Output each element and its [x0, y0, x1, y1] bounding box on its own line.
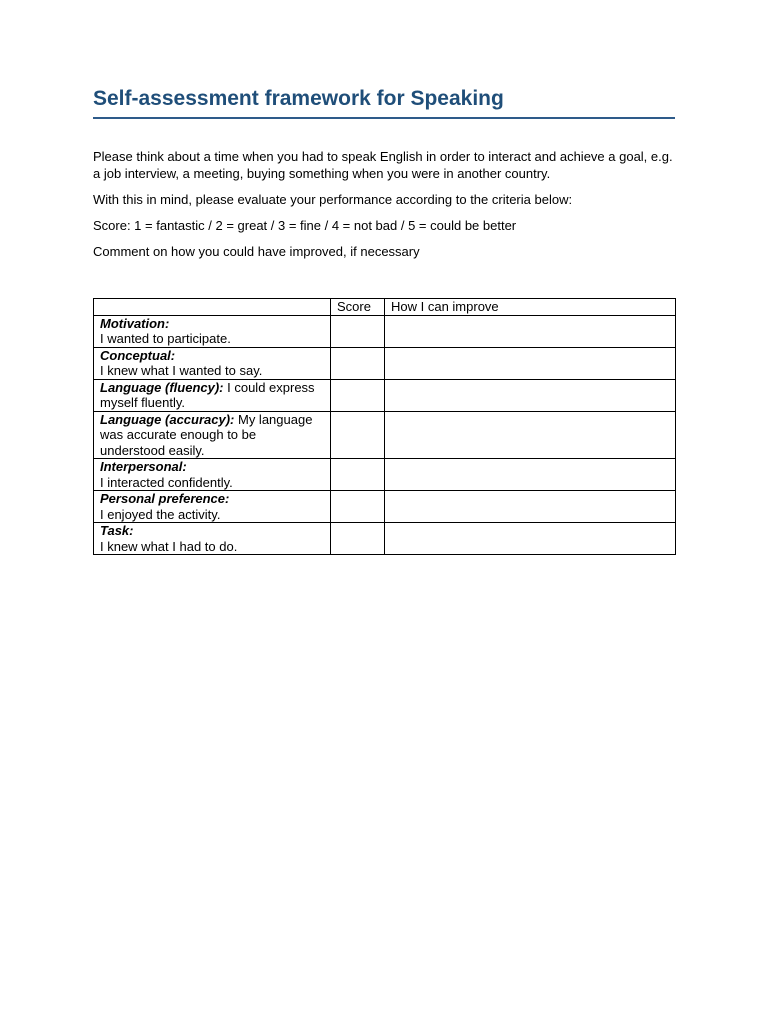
- criterion-text: My language was accurate enough to be understood easily.: [100, 411, 313, 458]
- score-cell[interactable]: [331, 491, 385, 523]
- criteria-header: [94, 299, 331, 316]
- criterion-name: Motivation:: [100, 315, 170, 331]
- improve-cell[interactable]: [385, 459, 676, 491]
- intro-paragraph: Please think about a time when you had to speak English in order to interact and achieve a goal, e.g. a job interview, a meeting, buying something when you were in another country.: [93, 149, 673, 181]
- table-row: [94, 411, 676, 459]
- improve-cell[interactable]: [385, 411, 676, 459]
- criterion-text: I enjoyed the activity.: [100, 506, 221, 522]
- table-row: [94, 315, 676, 347]
- criterion-name: Personal preference:: [100, 491, 230, 506]
- criterion-text: I wanted to participate.: [100, 331, 231, 346]
- criterion-cell: [94, 379, 331, 411]
- score-cell[interactable]: [331, 379, 385, 411]
- criterion-cell: [94, 315, 331, 347]
- intro-text: [93, 148, 675, 260]
- instruction-paragraph: With this in mind, please evaluate your performance according to the criteria below:: [93, 192, 573, 207]
- improve-cell[interactable]: [385, 347, 676, 379]
- criterion-cell: [94, 491, 331, 523]
- table-row: [94, 523, 676, 555]
- score-header: Score: [331, 299, 385, 316]
- criterion-name: Interpersonal:: [100, 459, 187, 474]
- criterion-text: I could express myself fluently.: [100, 379, 315, 410]
- improve-cell[interactable]: [385, 379, 676, 411]
- improve-cell[interactable]: [385, 491, 676, 523]
- criterion-text: I knew what I wanted to say.: [100, 363, 263, 378]
- table-row: [94, 379, 676, 411]
- score-cell[interactable]: [331, 411, 385, 459]
- table-row: [94, 459, 676, 491]
- table-row: [94, 347, 676, 379]
- assessment-table: [93, 298, 676, 555]
- improve-header: How I can improve: [385, 299, 676, 316]
- criterion-text: I knew what I had to do.: [100, 538, 238, 554]
- table-row: [94, 491, 676, 523]
- comment-instruction: Comment on how you could have improved, if necessary: [93, 244, 420, 259]
- criterion-name: Conceptual:: [100, 347, 176, 363]
- score-cell[interactable]: [331, 459, 385, 491]
- score-cell[interactable]: [331, 315, 385, 347]
- page-title: Self-assessment framework for Speaking: [93, 86, 675, 119]
- criterion-name: Language (accuracy):: [100, 411, 235, 427]
- criterion-text: I interacted confidently.: [100, 474, 233, 490]
- criterion-name: Task:: [100, 523, 134, 538]
- criterion-cell: [94, 523, 331, 555]
- document-page: [93, 86, 675, 554]
- improve-cell[interactable]: [385, 315, 676, 347]
- criterion-name: Language (fluency):: [100, 379, 224, 395]
- score-cell[interactable]: [331, 347, 385, 379]
- table-header-row: [94, 299, 676, 316]
- criterion-cell: [94, 459, 331, 491]
- improve-cell[interactable]: [385, 523, 676, 555]
- score-cell[interactable]: [331, 523, 385, 555]
- criterion-cell: [94, 411, 331, 459]
- score-legend: Score: 1 = fantastic / 2 = great / 3 = fine / 4 = not bad / 5 = could be better: [93, 218, 517, 233]
- criterion-cell: [94, 347, 331, 379]
